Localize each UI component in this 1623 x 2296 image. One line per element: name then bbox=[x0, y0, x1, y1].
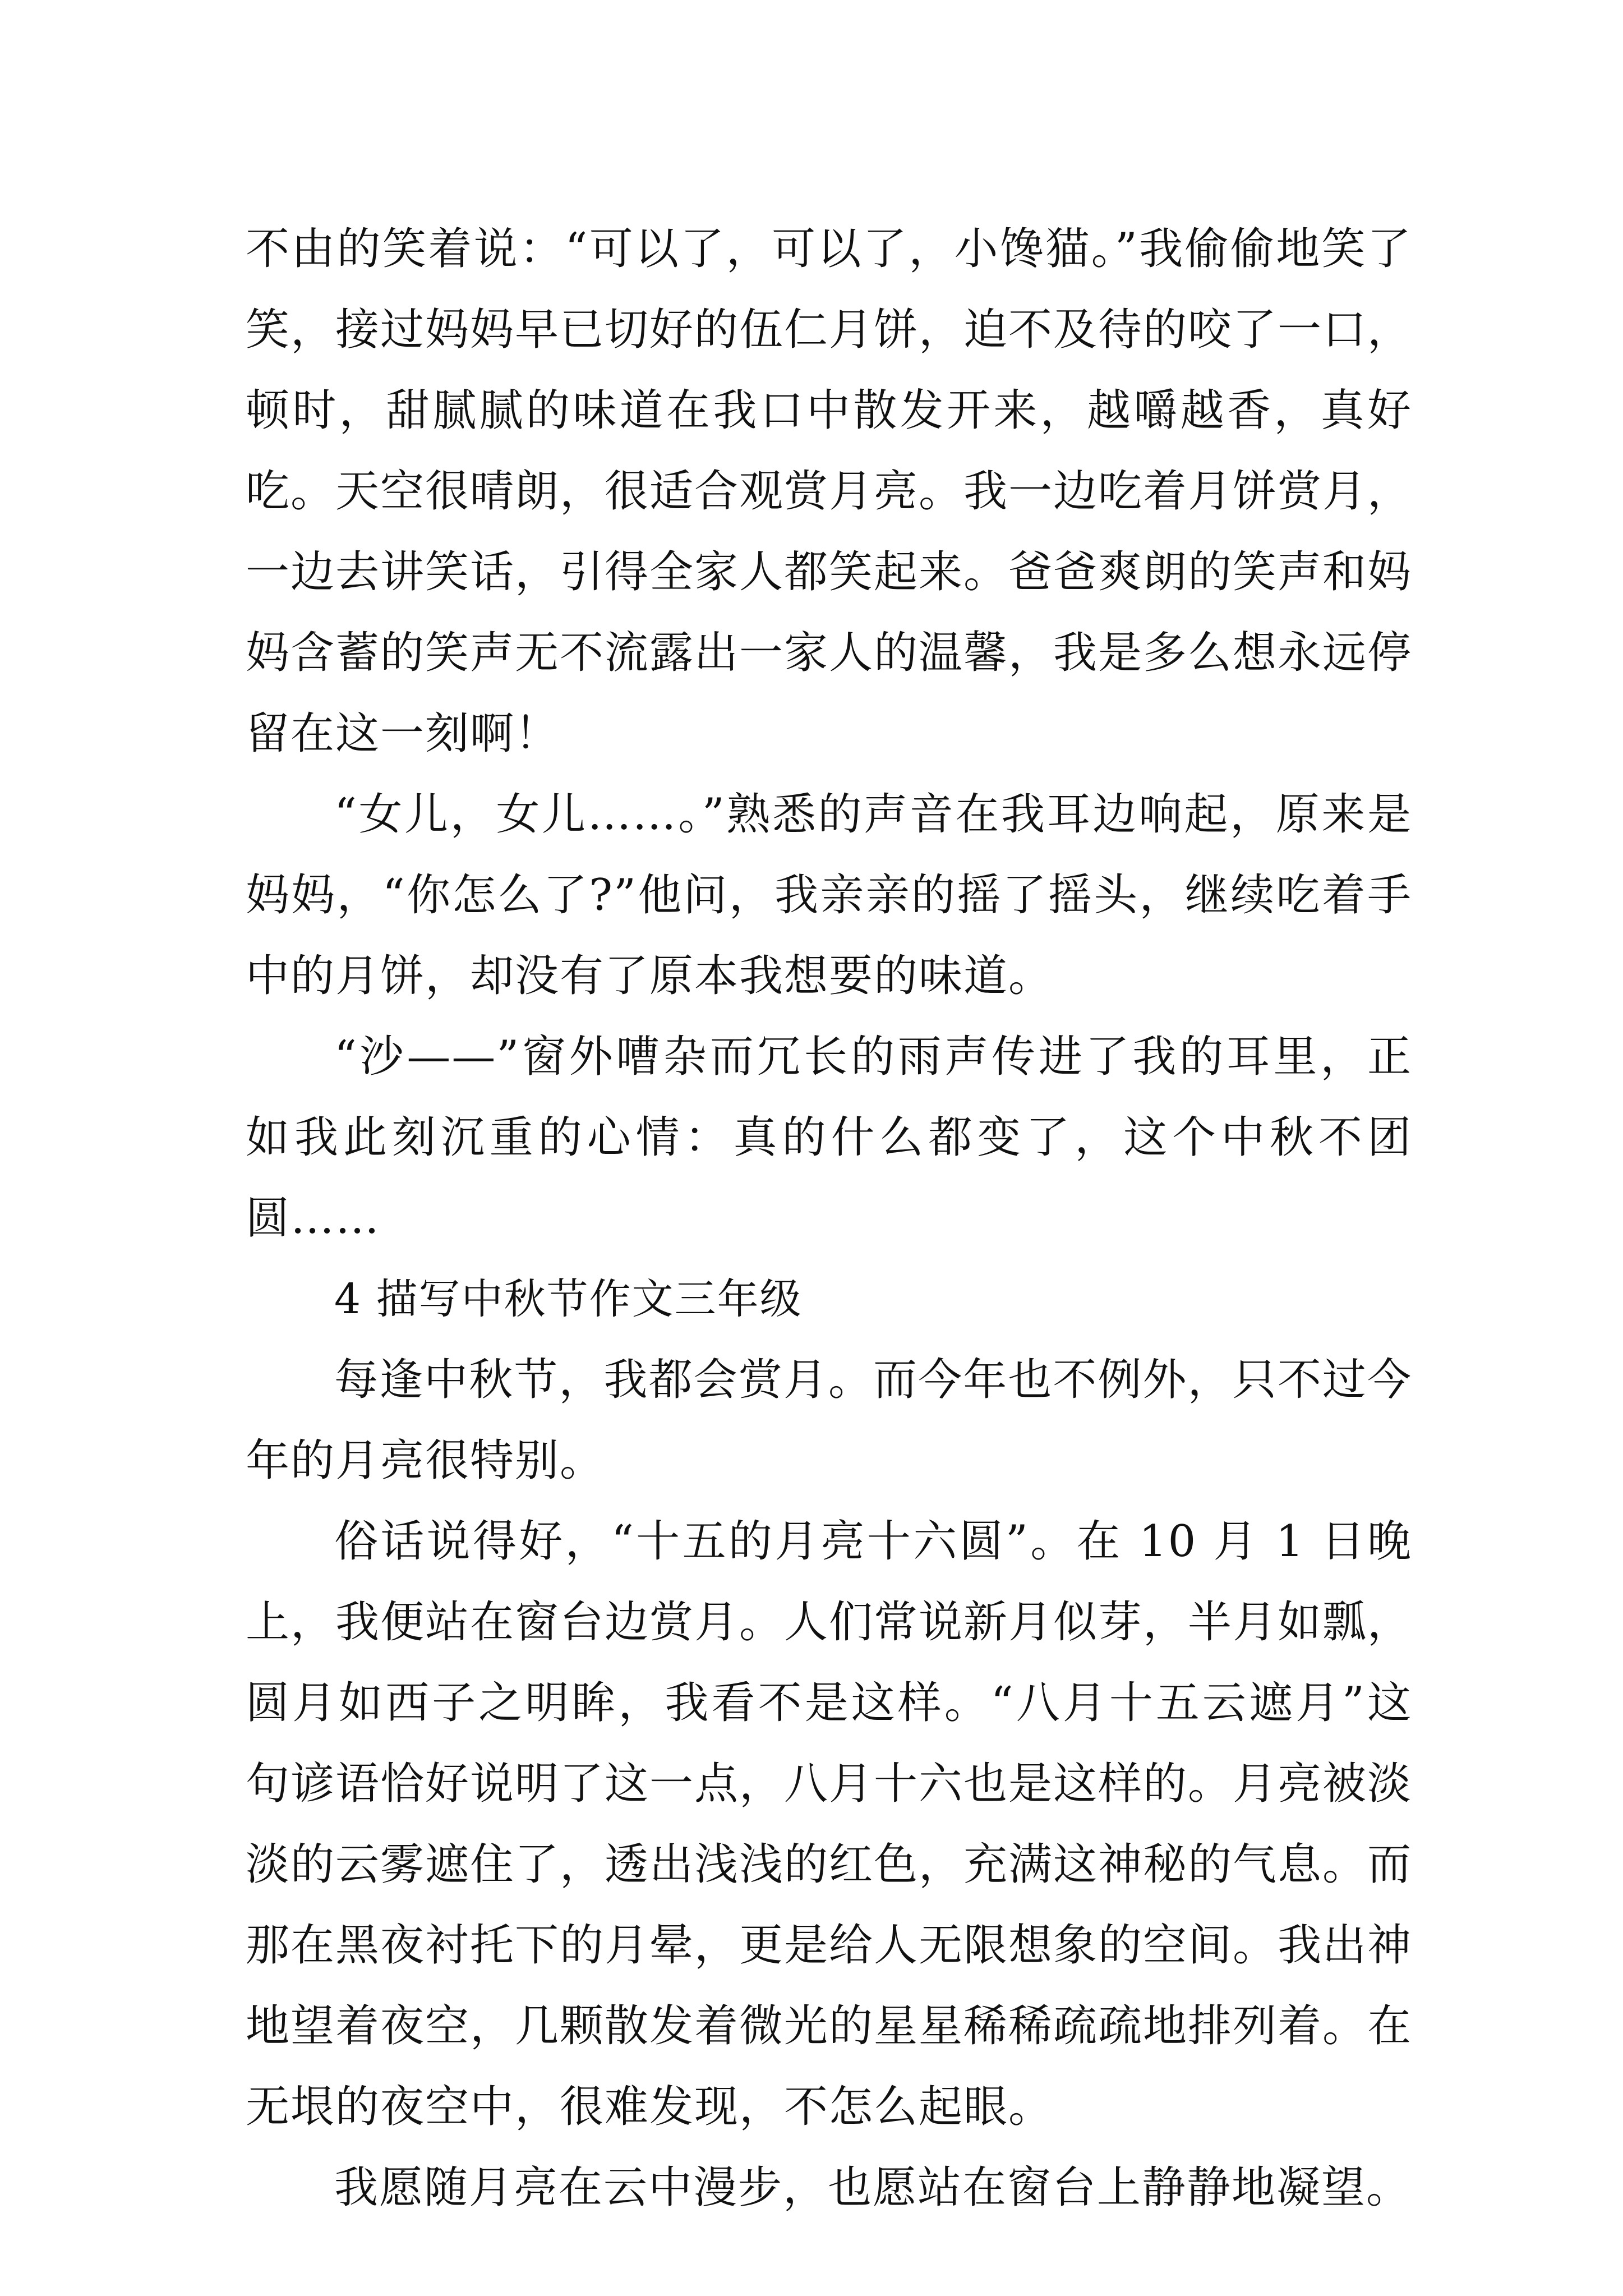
paragraph-rain: “沙——”窗外嘈杂而冗长的雨声传进了我的耳里，正如我此刻沉重的心情：真的什么都变了，这个中秋不团圆…… bbox=[246, 1032, 1412, 1244]
paragraph-daughter-call: “女儿，女儿……。”熟悉的声音在我耳边响起，原来是妈妈，“你怎么了?”他问，我亲亲的摇了摇头，继续吃着手中的月饼，却没有了原本我想要的味道。 bbox=[246, 789, 1412, 1001]
paragraph-continuation: 不由的笑着说：“可以了，可以了，小馋猫。”我偷偷地笑了笑，接过妈妈早已切好的伍仁月饼，迫不及待的咬了一口，顿时，甜腻腻的味道在我口中散发开来，越嚼越香，真好吃。天空很晴朗，很适合观赏月亮。我一边吃着月饼赏月，一边去讲笑话，引得全家人都笑起来。爸爸爽朗的笑声和妈妈含蓄的笑声无不流露出一家人的温馨，我是多么想永远停留在这一刻啊！ bbox=[246, 224, 1413, 759]
section-heading: 4 描写中秋节作文三年级 bbox=[334, 1275, 803, 1323]
paragraph-moon-description: 俗话说得好，“十五的月亮十六圆”。在 10 月 1 日晚上，我便站在窗台边赏月。人们常说新月似芽，半月如瓢，圆月如西子之明眸，我看不是这样。“八月十五云遮月”这句谚语恰好说明了这一点，八月十六也是这样的。月亮被淡淡的云雾遮住了，透出浅浅的红色，充满这神秘的气息。而那在黑夜衬托下的月晕，更是给人无限想象的空间。我出神地望着夜空，几颗散发着微光的星星稀稀疏疏地排列着。在无垠的夜空中，很难发现，不怎么起眼。 bbox=[246, 1516, 1413, 2132]
document-page bbox=[246, 209, 1412, 2228]
paragraph-closing: 我愿随月亮在云中漫步，也愿站在窗台上静静地凝望。 bbox=[334, 2162, 1412, 2213]
paragraph-mid-autumn-intro: 每逢中秋节，我都会赏月。而今年也不例外，只不过今年的月亮很特别。 bbox=[246, 1355, 1412, 1486]
